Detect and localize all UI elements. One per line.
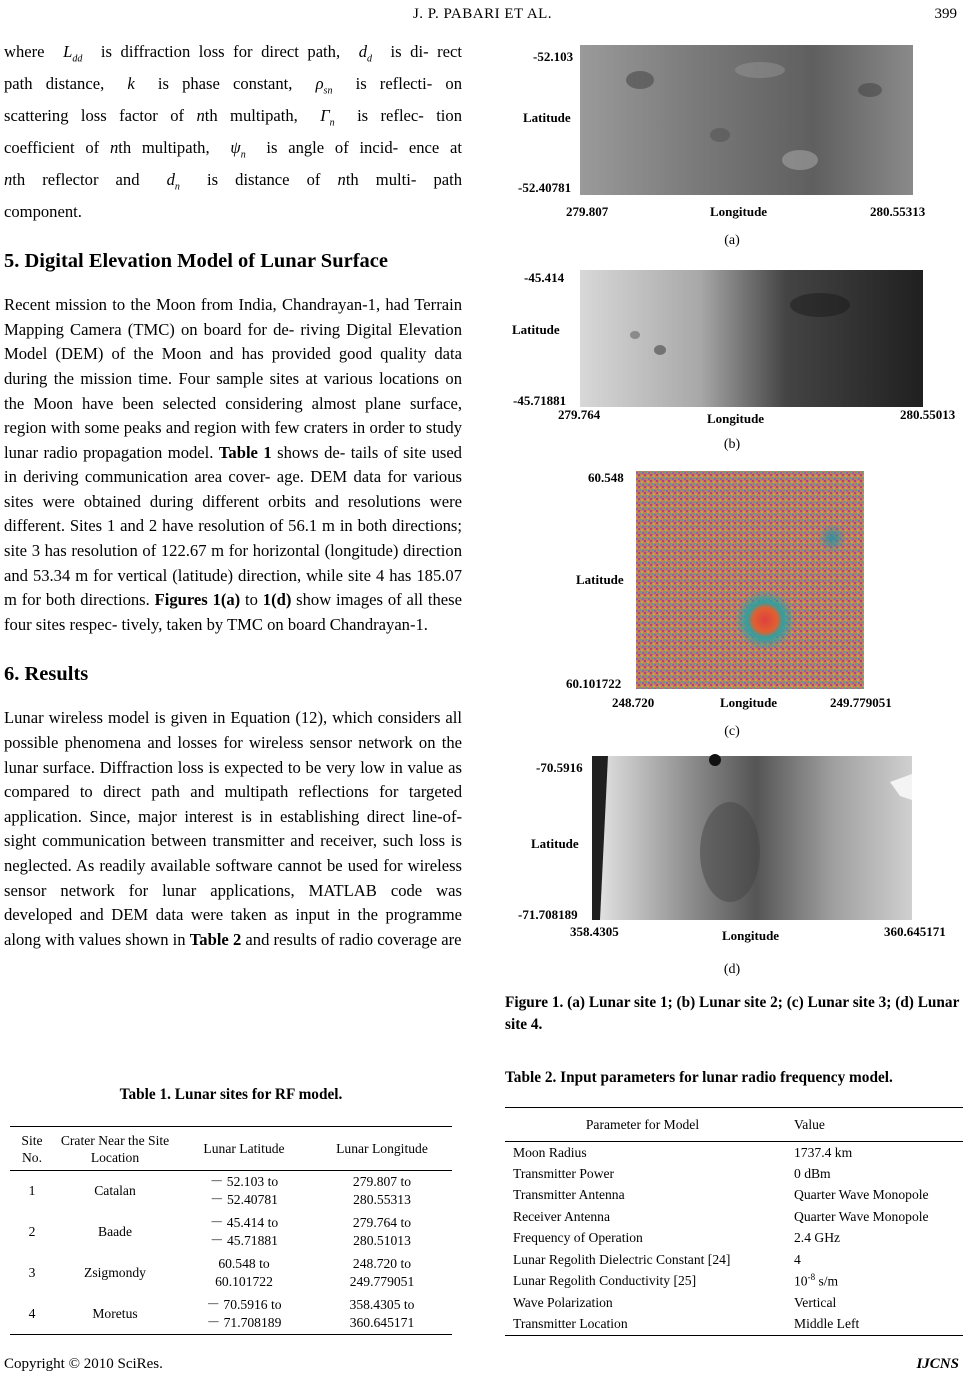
table-2-header-parameter: Parameter for Model	[585, 1116, 700, 1132]
table-1-header-crater: Crater Near the Site Location	[60, 1132, 170, 1165]
table-2-header-value: Value	[794, 1116, 825, 1132]
figure-1a-lat-top: -52.103	[533, 49, 574, 64]
page-footer	[0, 1356, 965, 1380]
figure-1b-label: (b)	[723, 437, 741, 452]
symbol-gamma: $\Gamma_n$	[320, 105, 335, 129]
figure-1c-lon-right: 249.779051	[830, 695, 892, 710]
figure-1c-lat-axis: Latitude	[576, 572, 624, 587]
figure-1c-lat-top: 60.548	[588, 470, 624, 485]
symbol-dd: $d_d$	[358, 42, 372, 65]
figure-1b-image	[500, 265, 965, 430]
section-5-paragraph: Recent mission to the Moon from India, Chandrayan-1, had Terrain Mapping Camera (TMC) on board for de- riving Digital Elevation Model (DEM) of the Moon and has provided good quality data during the mission time. Four sample sites at various locations on the Moon have been selected considering almost plane surface, region with some peaks and region with few craters in order to study lunar radio propagation model. Table 1 shows de- tails of site used in deriving communication area cover- age. DEM data for various sites were obtained during different orbits and resolutions were different. Sites 1 and 2 have resolution of 56.1 m in both directions; site 3 has resolution of 122.67 m for horizontal (longitude) direction and 53.34 m for vertical (latitude) direction, while site 4 has 185.07 m for both directions. Figures 1(a) to 1(d) show images of all these four sites respec- tively, taken by TMC on board Chandrayan-1.	[4, 295, 462, 634]
figure-1a-label: (a)	[724, 233, 740, 248]
figure-reference-1a: Figures 1(a)	[154, 590, 241, 610]
figure-1d-lon-axis: Longitude	[722, 928, 780, 943]
table-1-caption: Table 1. Lunar sites for RF model.	[119, 1086, 343, 1103]
figure-1a-lat-axis: Latitude	[523, 110, 571, 125]
figure-1a-lat-bottom: -52.40781	[518, 180, 572, 195]
table-1	[10, 1086, 452, 1335]
table1-reference: Table 1	[218, 442, 272, 462]
symbol-rho: $\rho_{sn}$	[315, 73, 333, 97]
section-5-heading: 5. Digital Elevation Model of Lunar Surface	[4, 250, 388, 273]
page-number: 399	[934, 6, 957, 22]
figure-1a-image	[500, 40, 965, 225]
figure-1c-lat-bottom: 60.101722	[566, 676, 622, 691]
figure-1d-lat-bottom: -71.708189	[518, 907, 578, 922]
figure-1a-lon-left: 279.807	[566, 204, 609, 219]
figure-1b-lon-right: 280.55013	[900, 407, 956, 422]
table2-reference: Table 2	[189, 929, 242, 949]
symbol-ldd: $L_{dd}$	[63, 42, 83, 65]
figure-1b-lon-left: 279.764	[558, 407, 601, 422]
definitions-paragraph: where $L_{dd}$ is diffraction loss for direct path, $d_d$ is di- rect path distance, k is phase constant, $\rho_{sn}$ is reflecti- on scattering loss factor of nth multipath, $\Gamma_n$ is reflec- tion coefficient of nth multipath, $\psi_n$ is angle of incid- ence at nth reflector and $d_n$ is distance of nth multi- path component.	[4, 42, 463, 221]
table-row: Transmitter Power 0 dBm	[513, 1165, 831, 1181]
section-6-heading: 6. Results	[4, 663, 89, 686]
figure-1d-lon-right: 360.645171	[884, 924, 946, 939]
figure-1a-lon-axis: Longitude	[710, 204, 768, 219]
figure-1-caption: Figure 1. (a) Lunar site 1; (b) Lunar site 2; (c) Lunar site 3; (d) Lunar site 4.	[505, 994, 960, 1033]
table-row: Transmitter Location Middle Left	[513, 1316, 860, 1331]
symbol-dn: $d_n$	[166, 169, 180, 192]
table-1-grid	[10, 1126, 452, 1335]
symbol-psi: $\psi_n$	[230, 137, 246, 161]
table-row: Lunar Regolith Dielectric Constant [24] 4	[513, 1251, 801, 1267]
table-row: Frequency of Operation 2.4 GHz	[513, 1230, 841, 1246]
figure-1c-lon-left: 248.720	[612, 695, 655, 710]
table-2-grid	[505, 1107, 963, 1336]
table-row: Wave Polarization Vertical	[513, 1294, 837, 1310]
figure-1d-lat-axis: Latitude	[531, 836, 579, 851]
figure-1b-lat-bottom: -45.71881	[513, 393, 567, 408]
figure-reference-1d: 1(d)	[262, 590, 292, 610]
figure-1b-panel	[500, 265, 965, 430]
table-1-header-latitude: Lunar Latitude	[203, 1140, 285, 1156]
table-2-caption: Table 2. Input parameters for lunar radio frequency model.	[505, 1069, 893, 1086]
table-row: Transmitter Antenna Quarter Wave Monopole	[513, 1187, 929, 1203]
table-1-header-site: Site No.	[21, 1132, 43, 1165]
table-row: 3 Zsigmondy 60.548 to 60.101722 248.720 to 249.779051	[28, 1256, 415, 1289]
copyright-text: Copyright © 2010 SciRes.	[4, 1356, 163, 1372]
figure-1c-panel	[560, 468, 905, 713]
table-row: 4 Moretus － 70.5916 to － 71.708189 358.4305 to 360.645171	[28, 1296, 415, 1330]
figure-1a-panel	[500, 40, 965, 225]
symbol-k: k	[127, 73, 135, 93]
table-row: 2 Baade － 45.414 to － 45.71881 279.764 to 280.51013	[28, 1215, 412, 1248]
figure-1d-lon-left: 358.4305	[570, 924, 619, 939]
table-row: Receiver Antenna Quarter Wave Monopole	[513, 1208, 929, 1224]
table-1-header-longitude: Lunar Longitude	[336, 1140, 428, 1156]
table-row: Lunar Regolith Conductivity [25] $10^{-8}$ s/m	[513, 1272, 839, 1290]
table-row: 1 Catalan － 52.103 to － 52.40781 279.807 to 280.55313	[28, 1174, 412, 1208]
figure-1c-label: (c)	[724, 724, 740, 739]
figure-1b-lat-top: -45.414	[524, 270, 565, 285]
figure-1a-lon-right: 280.55313	[870, 204, 926, 219]
running-title: J. P. PABARI ET AL.	[412, 6, 553, 22]
section-6-paragraph: Lunar wireless model is given in Equation (12), which considers all possible phenomena and losses for wireless sensor network on the lunar surface. Diffraction loss is expected to be very low in value as compared to direct path and multipath reflections for targeted application. Since, major interest is in establishing direct line-of-sight communication between transmitter and receiver, such loss is neglected. As readily available software cannot be used for wireless sensor network for lunar applications, MATLAB code was developed and DEM data were taken as input in the programme along with values shown in Table 2 and results of radio coverage are	[4, 708, 462, 949]
figure-1c-lon-axis: Longitude	[720, 695, 778, 710]
journal-name: IJCNS	[916, 1356, 959, 1372]
left-column	[4, 40, 462, 952]
figure-1d-label: (d)	[723, 962, 741, 977]
figure-1d-panel	[500, 752, 965, 947]
table-2	[505, 1069, 963, 1336]
figure-1b-lon-axis: Longitude	[707, 411, 765, 426]
figure-1b-lat-axis: Latitude	[512, 322, 560, 337]
running-header	[0, 4, 965, 28]
figure-1d-lat-top: -70.5916	[536, 760, 583, 775]
table-row: Moon Radius 1737.4 km	[513, 1144, 853, 1160]
